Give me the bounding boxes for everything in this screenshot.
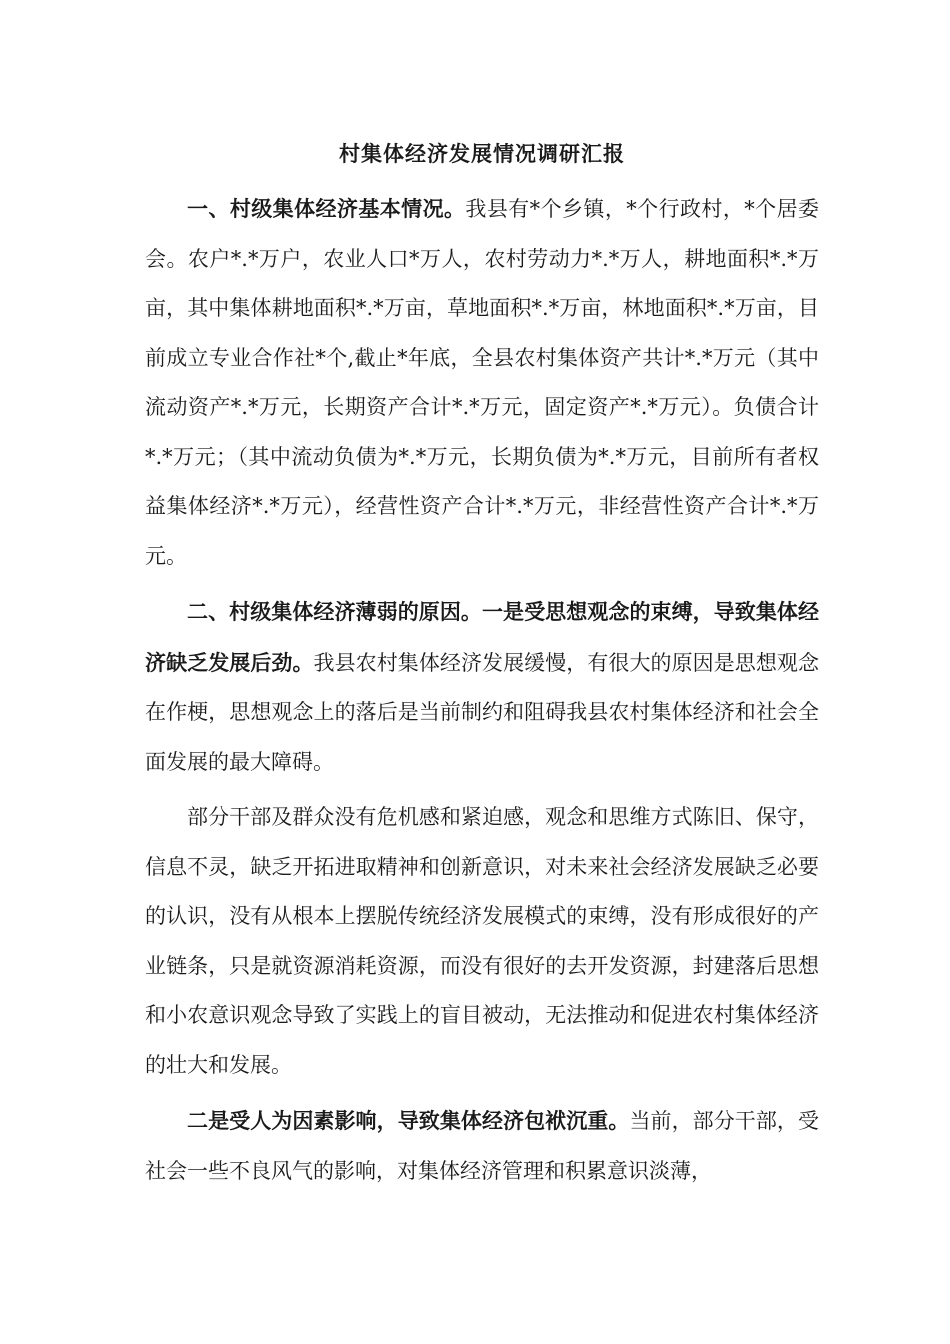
paragraph-basic-situation: [145, 184, 819, 581]
paragraph-text: 部分干部及群众没有危机感和紧迫感，观念和思维方式陈旧、保守，信息不灵，缺乏开拓进取精神和创新意识，对未来社会经济发展缺乏必要的认识，没有从根本上摆脱传统经济发展模式的束缚，没有形成很好的产业链条，只是就资源消耗资源，而没有很好的去开发资源，封建落后思想和小农意识观念导致了实践上的盲目被动，无法推动和促进农村集体经济的壮大和发展。: [145, 805, 819, 1077]
paragraph-weak-reasons: [145, 587, 819, 787]
paragraph-cadres-mindset: [145, 793, 819, 1090]
paragraph-text: 我县有*个乡镇，*个行政村，*个居委会。农户*.*万户，农业人口*万人，农村劳动力*.*万人，耕地面积*.*万亩，其中集体耕地面积*.*万亩，草地面积*.*万亩，林地面积*.*万亩，目前成立专业合作社*个,截止*年底，全县农村集体资产共计*.*万元（其中流动资产*.*万元，长期资产合计*.*万元，固定资产*.*万元）。负债合计*.*万元；（其中流动负债为*.*万元，长期负债为*.*万元，目前所有者权益集体经济*.*万元），经营性资产合计*.*万元，非经营性资产合计*.*万元。: [145, 197, 820, 568]
document-page: [145, 138, 819, 1202]
paragraph-text: 我县农村集体经济发展缓慢，有很大的原因是思想观念在作梗，思想观念上的落后是当前制约和阻碍我县农村集体经济和社会全面发展的最大障碍。: [145, 650, 819, 774]
paragraph-lead: 二是受人为因素影响，导致集体经济包袱沉重。: [187, 1108, 630, 1133]
paragraph-lead: 一、村级集体经济基本情况。: [187, 196, 466, 221]
paragraph-human-factors: [145, 1096, 819, 1196]
paragraph-text: 当前，部分干部，受社会一些不良风气的影响，对集体经济管理和积累意识淡薄，: [145, 1109, 820, 1183]
document-title: 村集体经济发展情况调研汇报: [339, 141, 625, 166]
paragraph-lead: 二、村级集体经济薄弱的原因。一是受思想观念的束缚，导致集体经济缺乏发展后劲。: [145, 599, 819, 675]
